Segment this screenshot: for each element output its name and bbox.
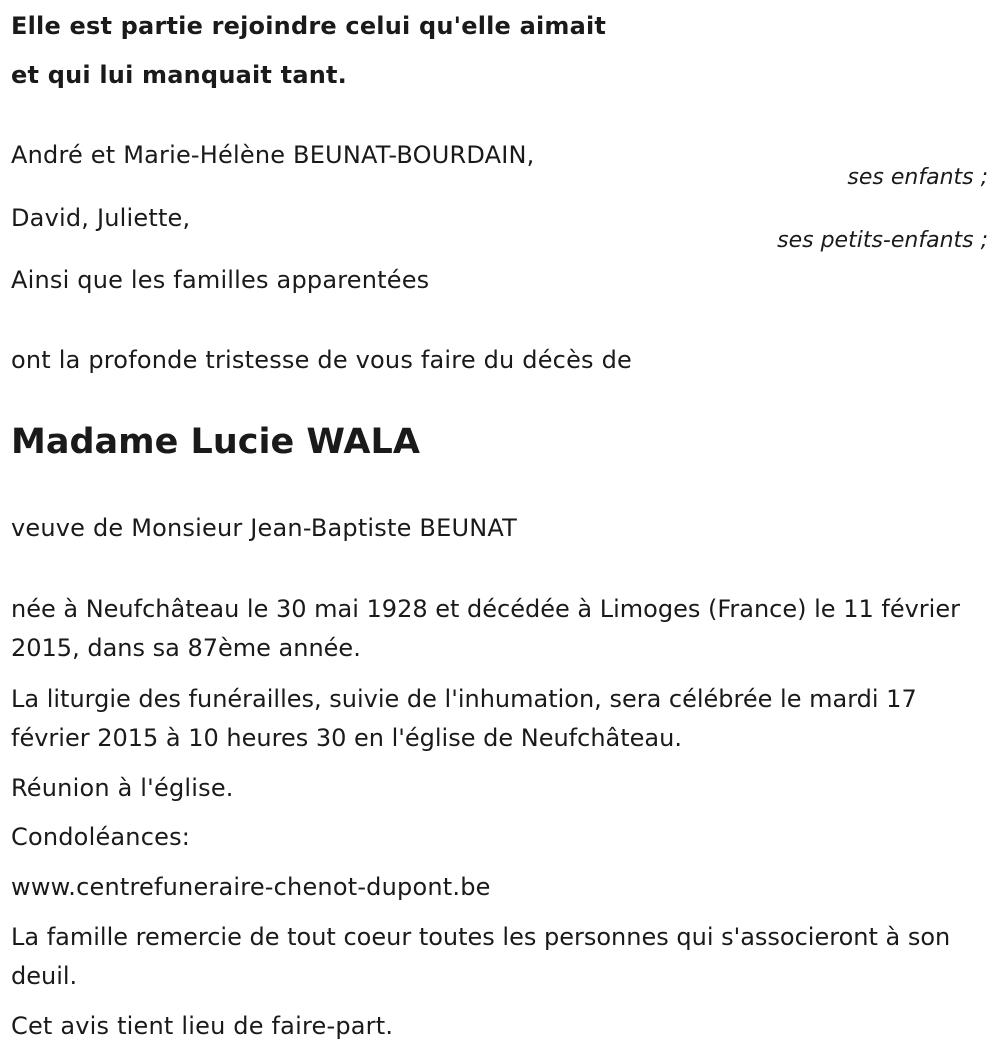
liturgy-paragraph: La liturgie des funérailles, suivie de l'inhumation, sera célébrée le mardi 17 février 2015 à 10 heures 30 en l'église de Neufchâteau.	[11, 685, 917, 752]
relatives-line: Ainsi que les familles apparentées	[11, 266, 430, 294]
grandchildren-names: David, Juliette,	[11, 204, 191, 232]
notice-line: Cet avis tient lieu de faire-part.	[11, 1012, 394, 1040]
deceased-name: Madame Lucie WALA	[11, 422, 420, 462]
thanks-paragraph: La famille remercie de tout coeur toutes les personnes qui s'associeront à son deuil.	[11, 923, 951, 990]
birth-death-paragraph: née à Neufchâteau le 30 mai 1928 et décédée à Limoges (France) le 11 février 2015, dans sa 87ème année.	[11, 595, 960, 662]
grandchildren-role: ses petits-enfants ;	[777, 228, 988, 253]
children-names: André et Marie-Hélène BEUNAT-BOURDAIN,	[11, 141, 535, 169]
announcement-line: ont la profonde tristesse de vous faire du décès de	[11, 346, 632, 374]
website-link[interactable]: www.centrefuneraire-chenot-dupont.be	[11, 873, 491, 901]
meeting-line: Réunion à l'église.	[11, 774, 234, 802]
condolences-label: Condoléances:	[11, 823, 191, 851]
verse-line-1: Elle est partie rejoindre celui qu'elle aimait	[11, 12, 607, 40]
children-role: ses enfants ;	[847, 165, 988, 190]
verse-line-2: et qui lui manquait tant.	[11, 61, 347, 89]
widow-of-line: veuve de Monsieur Jean-Baptiste BEUNAT	[11, 514, 517, 542]
